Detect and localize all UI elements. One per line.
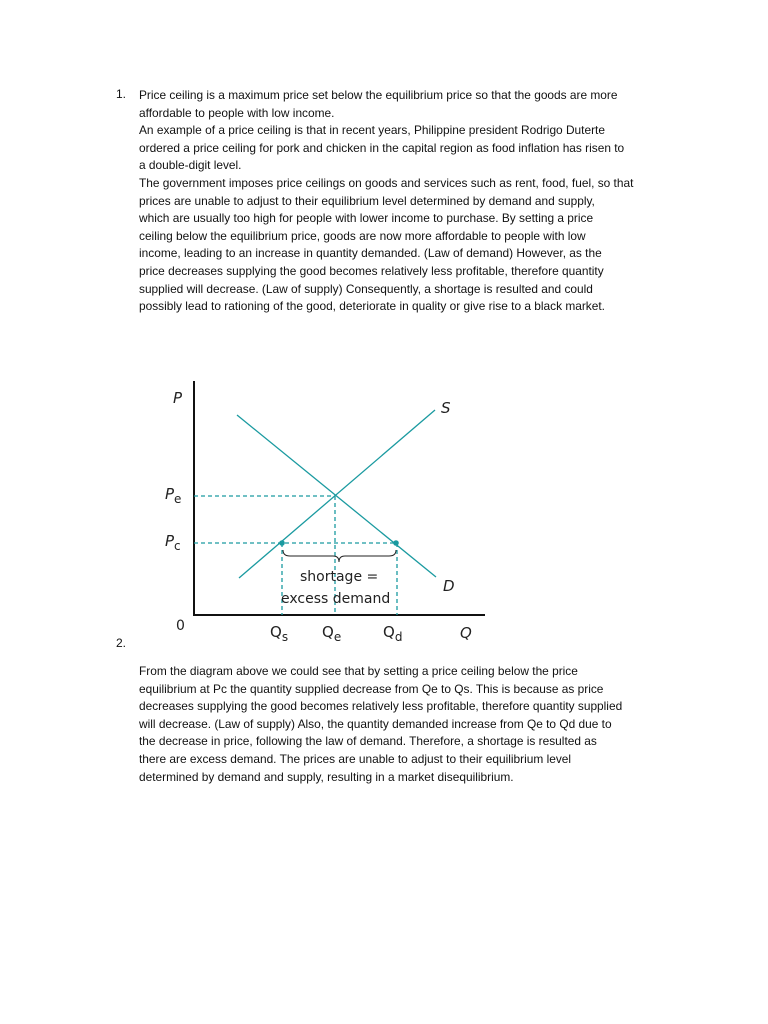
text-line: supplied will decrease. (Law of supply) Consequently, a shortage is resulted and could [139,281,593,296]
supply-label: S [441,399,451,417]
text-line: which are usually too high for people with lower income to purchase. By setting a price [139,211,594,226]
text-line: ordered a price ceiling for pork and chicken in the capital region as food inflation has risen to [139,140,625,155]
text-line: determined by demand and supply, resulting in a market disequilibrium. [139,769,514,784]
text-line: decreases supplying the good becomes relatively less profitable, therefore quantity supplied [139,699,623,714]
text-line: The government imposes price ceilings on goods and services such as rent, food, fuel, so that [139,175,634,190]
y-axis-label: P [173,389,183,407]
x-axis-label: Q [460,624,472,642]
text-line: price decreases supplying the good becomes relatively less profitable, therefore quantity [139,263,604,278]
list-number: 1. [116,87,127,101]
qd-label: $Q_d$ [383,623,403,644]
text-line: prices are unable to adjust to their equilibrium level determined by demand and supply, [139,193,595,208]
text-line: there are excess demand. The prices are unable to adjust to their equilibrium level [139,751,572,766]
paragraph-2 [139,663,622,786]
text-line: Price ceiling is a maximum price set below the equilibrium price so that the goods are more [139,88,618,102]
text-line: will decrease. (Law of supply) Also, the quantity demanded increase from Qe to Qd due to [139,716,612,731]
shortage-brace [283,550,396,562]
qe-label: $Q_e$ [322,623,342,644]
text-line: a double-digit level. [139,158,242,173]
pc-label: $P_c$ [165,532,181,553]
text-line: possibly lead to rationing of the good, deteriorate in quality or give rise to a black market. [139,299,605,314]
qs-point [279,540,285,546]
text-line: affordable to people with low income. [139,105,335,120]
origin-label: 0 [176,618,185,634]
excess-demand-label: excess demand [281,591,391,607]
text-line: An example of a price ceiling is that in recent years, Philippine president Rodrigo Duterte [139,123,605,138]
shortage-label: shortage = [300,569,379,585]
qs-label: $Q_s$ [270,623,289,644]
text-line: From the diagram above we could see that by setting a price ceiling below the price [139,664,578,678]
pe-label: $P_e$ [165,485,182,506]
text-line: ceiling below the equilibrium price, goods are now more affordable to people with low [139,228,586,243]
qd-point [393,540,399,546]
text-line: the decrease in price, following the law of demand. Therefore, a shortage is resulted as [139,734,597,749]
list-number: 2. [116,636,127,650]
demand-label: D [443,577,455,595]
text-line: equilibrium at Pc the quantity supplied decrease from Qe to Qs. This is because as price [139,681,604,696]
text-line: income, leading to an increase in quantity demanded. (Law of demand) However, as the [139,246,602,261]
